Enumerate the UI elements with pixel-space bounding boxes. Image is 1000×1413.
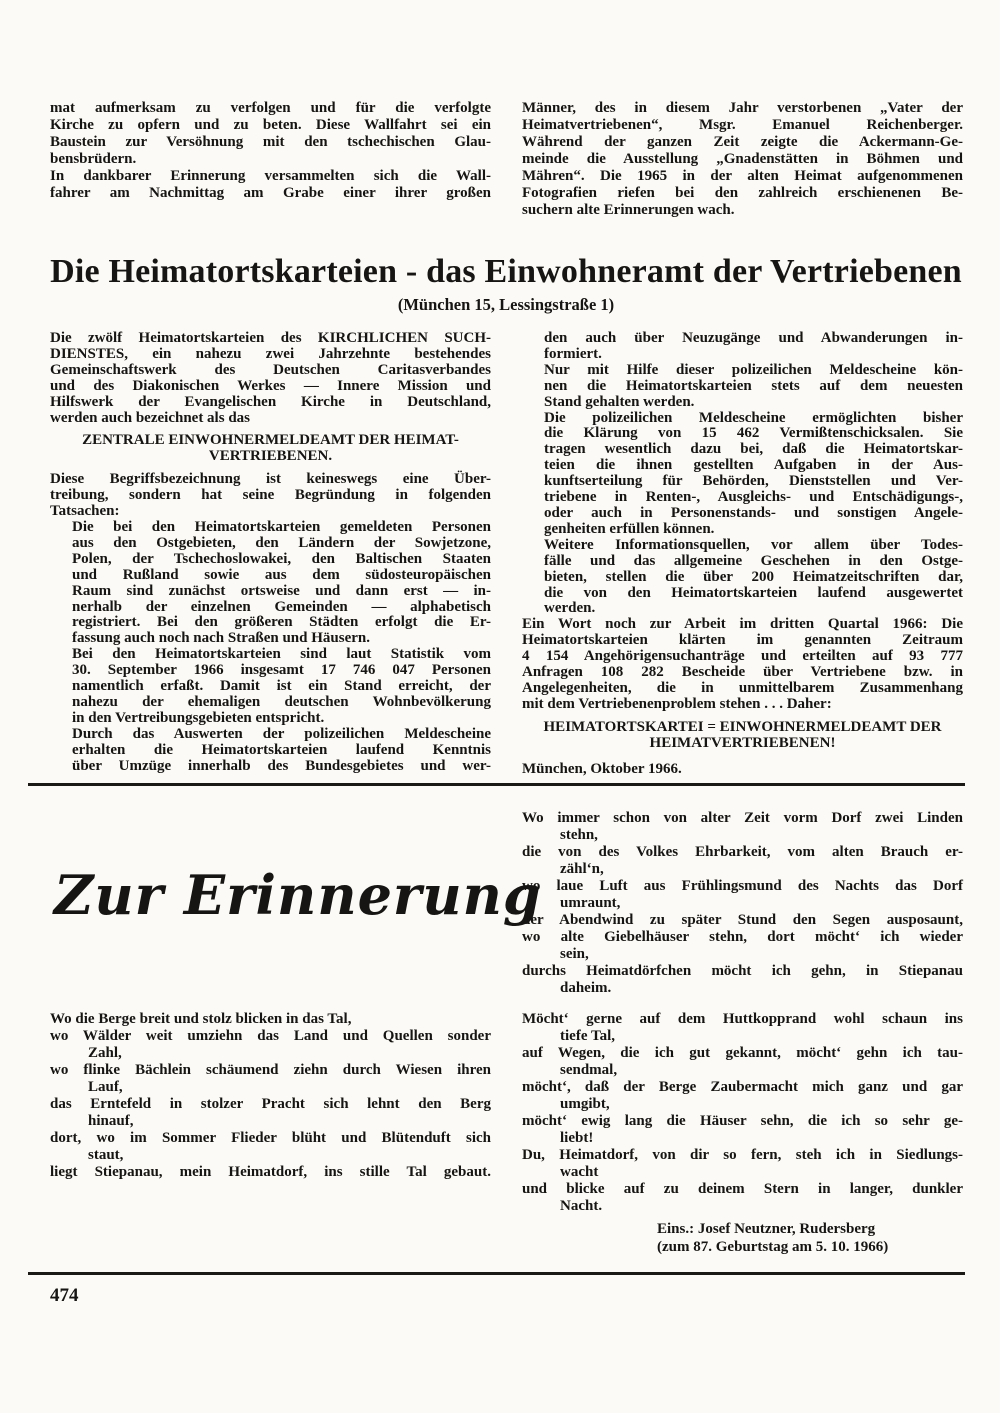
text-line: mat aufmerksam zu verfolgen und für die verfolgte [50, 100, 491, 116]
text-line: Du, Heimatdorf, von dir so fern, steh ich in Siedlungs- [522, 1147, 963, 1164]
text-line: Die bei den Heimatortskarteien gemeldeten Personen [72, 518, 491, 535]
memorial-section-top [50, 810, 962, 997]
memorial-section-bottom [50, 1011, 962, 1256]
text-line: Polen, der Tschechoslowakei, den Baltischen Staaten [72, 550, 491, 567]
intro-left-column [50, 100, 491, 219]
text-line: ZENTRALE EINWOHNERMELDEAMT DER HEIMAT- [82, 432, 459, 449]
article-body [50, 331, 962, 777]
section-divider [28, 783, 965, 786]
text-line: teien die ihnen gestellten Aufgaben in der Aus- [544, 457, 963, 474]
text-line: Diese Begriffsbezeichnung ist keineswegs eine Über- [50, 471, 491, 488]
text-line: treibung, sondern hat seine Begründung in folgenden [50, 487, 491, 504]
text-line: Nur mit Hilfe dieser polizeilichen Meldescheine kön- [544, 361, 963, 378]
text-line: oder auch in Personenstands- und sonstigen Angele- [544, 504, 963, 521]
text-line: Hilfswerk der Evangelischen Kirche in Deutschland, [50, 393, 491, 410]
text-line: nahezu der ehemaligen deutschen Wohnbevölkerung [72, 693, 491, 710]
text-line: hinauf, [88, 1113, 134, 1130]
text-line: kunftserteilung für Behörden, Dienststellen und Ver- [544, 473, 963, 490]
text-line: mit dem Vertriebenenproblem stehen . . . Daher: [522, 695, 832, 712]
text-line: In dankbarer Erinnerung versammelten sich die Wall- [50, 168, 491, 184]
text-line: die von den Heimatortskarteien laufend ausgewertet [544, 584, 963, 601]
text-line: DIENSTES, ein nahezu zwei Jahrzehnte bestehendes [50, 345, 491, 362]
text-line: Eins.: Josef Neutzner, Rudersberg [657, 1221, 876, 1238]
text-line: sein, [560, 946, 589, 963]
text-line: Bei den Heimatortskarteien sind laut Statistik vom [72, 646, 491, 663]
text-line: Die zwölf Heimatortskarteien des KIRCHLICHEN SUCH- [50, 330, 491, 346]
text-line: formiert. [544, 345, 602, 362]
text-line: Wo die Berge breit und stolz blicken in das Tal, [50, 1011, 352, 1028]
article-subtitle: (München 15, Lessingstraße 1) [397, 295, 615, 314]
text-line: genheiten erfüllen können. [544, 520, 715, 537]
text-line: 4 154 Angehörigensuchanträge und erteilten auf 93 777 [522, 648, 963, 665]
text-line: Heimatortskarteien klärten im genannten Zeitraum [522, 632, 963, 649]
text-line: und blicke auf zu deinem Stern in langer, dunkler [522, 1181, 963, 1198]
text-line: 30. September 1966 insgesamt 17 746 047 Personen [72, 662, 491, 679]
text-line: und des Diakonischen Werkes — Innere Mission und [50, 377, 491, 394]
text-line: dort, wo im Sommer Flieder blüht und Blütenduft sich [50, 1130, 491, 1147]
text-line: zähl‘n, [560, 861, 604, 878]
text-line: umgibt, [560, 1096, 610, 1113]
text-line: nen die Heimatortskarteien stets auf dem neuesten [544, 377, 963, 394]
text-line: liebt! [560, 1130, 594, 1147]
text-line: namentlich erfaßt. Damit ist ein Stand erreicht, der [72, 678, 491, 695]
text-line: wo laue Luft aus Frühlingsmund des Nachts das Dorf [522, 878, 963, 895]
text-line: der Abendwind zu später Stund den Segen ausposaunt, [522, 912, 963, 929]
text-line: durchs Heimatdörfchen möcht ich gehn, in Stiepanau [522, 963, 963, 980]
text-line: Männer, des in diesem Jahr verstorbenen „Vater der [522, 100, 963, 116]
text-line: das Erntefeld in stolzer Pracht sich lehnt den Berg [50, 1096, 491, 1113]
text-line: sendmal, [560, 1062, 618, 1079]
text-line: Mähren“. Die 1965 in der alten Heimat aufgenommenen [522, 168, 963, 184]
text-line: Kirche zu opfern und zu beten. Diese Wallfahrt sei ein [50, 117, 491, 133]
text-line: die von des Volkes Ehrbarkeit, vom alten Brauch er- [522, 844, 963, 861]
memorial-heading: Zur Erinnerung [54, 863, 542, 928]
text-line: bensbrüdern. [50, 151, 137, 167]
poem-attribution [657, 1221, 963, 1256]
text-line: (zum 87. Geburtstag am 5. 10. 1966) [657, 1238, 889, 1255]
text-line: wo alte Giebelhäuser stehn, dort möcht‘ ich wieder [522, 929, 963, 946]
text-line: Die polizeilichen Meldescheine ermöglichten bisher [544, 409, 963, 426]
text-line: erhalten die Heimatortskarteien laufend Kenntnis [72, 741, 491, 758]
poem-bottom-right-wrap [522, 1011, 963, 1256]
intro-section [50, 100, 962, 219]
text-line: Fotografien riefen bei den zahlreich erschienenen Be- [522, 185, 963, 201]
poem-bottom-right [522, 1011, 963, 1215]
text-line: meinde die Ausstellung „Gnadenstätten in Böhmen und [522, 151, 963, 167]
text-line: daheim. [560, 980, 612, 997]
text-line: Lauf, [88, 1079, 123, 1096]
text-line: Angelegenheiten, die in unmittelbarem Zusammenhang [522, 679, 963, 696]
text-line: umraunt, [560, 895, 621, 912]
text-line: Wo immer schon von alter Zeit vorm Dorf zwei Linden [522, 810, 963, 827]
text-line: Ein Wort noch zur Arbeit im dritten Quartal 1966: Die [522, 616, 963, 633]
text-line: Zahl, [88, 1045, 122, 1062]
text-line: über Umzüge innerhalb des Bundesgebietes und wer- [72, 757, 491, 774]
text-line: wacht [560, 1164, 599, 1181]
text-line: VERTRIEBENEN. [208, 448, 333, 465]
text-line: fälle und das allgemeine Geschehen in den Ostge- [544, 552, 963, 569]
article-left-column [50, 331, 491, 777]
text-line: aus den Ostgebieten, den Ländern der Sowjetzone, [72, 534, 491, 551]
text-line: staut, [88, 1147, 124, 1164]
text-line: Baustein zur Versöhnung mit den tschechischen Glau- [50, 134, 491, 150]
text-line: liegt Stiepanau, mein Heimatdorf, ins stille Tal gebaut. [50, 1164, 491, 1181]
text-line: Anfragen 108 282 Bescheide über Vertriebene bzw. in [522, 664, 963, 681]
text-line: wo flinke Bächlein schäumend ziehn durch Wiesen ihren [50, 1062, 491, 1079]
text-line: bieten, stellen die über 200 Heimatzeitschriften dar, [544, 568, 963, 585]
article-headline: Die Heimatortskarteien - das Einwohneramt der Vertriebenen [50, 253, 962, 290]
text-line: triebene in Renten-, Ausgleichs- und Entschädigungs-, [544, 489, 963, 506]
text-line: in den Vertreibungsgebieten entspricht. [72, 709, 325, 726]
text-line: Tatsachen: [50, 503, 120, 520]
text-line: möcht‘ ewig lang die Häuser sehn, die ich so sehr ge- [522, 1113, 963, 1130]
text-line: Durch das Auswerten der polizeilichen Meldescheine [72, 725, 491, 742]
text-line: die Klärung von 15 462 Vermißtenschicksalen. Sie [544, 425, 963, 442]
text-line: Nacht. [560, 1198, 603, 1215]
text-line: HEIMATVERTRIEBENEN! [649, 734, 836, 751]
text-line: nerhalb der einzelnen Gemeinden — alphabetisch [72, 598, 491, 615]
page-number: 474 [50, 1285, 79, 1307]
text-line: Stand gehalten werden. [544, 393, 695, 410]
text-line: suchern alte Erinnerungen wach. [522, 202, 735, 218]
intro-right-column [522, 100, 963, 219]
text-line: werden auch bezeichnet als das [50, 409, 250, 426]
text-line: werden. [544, 600, 596, 617]
text-line: möcht‘, daß der Berge Zaubermacht mich ganz und gar [522, 1079, 963, 1096]
text-line: stehn, [560, 827, 598, 844]
text-line: HEIMATORTSKARTEI = EINWOHNERMELDEAMT DER [543, 718, 942, 735]
text-line: Während der ganzen Zeit zeigte die Ackermann-Ge- [522, 134, 963, 150]
text-line: Raum sind zunächst ortsweise und dann erst — in- [72, 582, 491, 599]
text-line: Möcht‘ gerne auf dem Huttkopprand wohl schaun ins [522, 1011, 963, 1028]
text-line: Heimatvertriebenen“, Msgr. Emanuel Reichenberger. [522, 117, 963, 133]
text-line: fassung auch noch nach Straßen und Häusern. [72, 630, 371, 647]
text-line: Gemeinschaftswerk des Deutschen Caritasverbandes [50, 361, 491, 378]
text-line: den auch über Neuzugänge und Abwanderungen in- [544, 330, 963, 346]
poem-top-right [522, 810, 963, 997]
text-line: München, Oktober 1966. [522, 760, 682, 777]
text-line: wo Wälder weit umziehn das Land und Quellen sonder [50, 1028, 491, 1045]
text-line: fahrer am Nachmittag am Grabe einer ihrer großen [50, 185, 491, 201]
text-line: registriert. Bei den größeren Städten erfolgt die Er- [72, 614, 491, 631]
text-line: tragen wesentlich dazu bei, daß die Heimatortskar- [544, 441, 963, 458]
memorial-heading-column [50, 810, 542, 997]
article-right-column [522, 331, 963, 777]
text-line: und Rußland sowie aus dem südosteuropäischen [72, 566, 491, 583]
text-line: Weitere Informationsquellen, vor allem über Todes- [544, 536, 963, 553]
text-line: tiefe Tal, [560, 1028, 615, 1045]
text-line: auf Wegen, die ich gut gekannt, möcht‘ gehn ich tau- [522, 1045, 963, 1062]
footer-divider [28, 1272, 965, 1275]
poem-bottom-left [50, 1011, 491, 1256]
